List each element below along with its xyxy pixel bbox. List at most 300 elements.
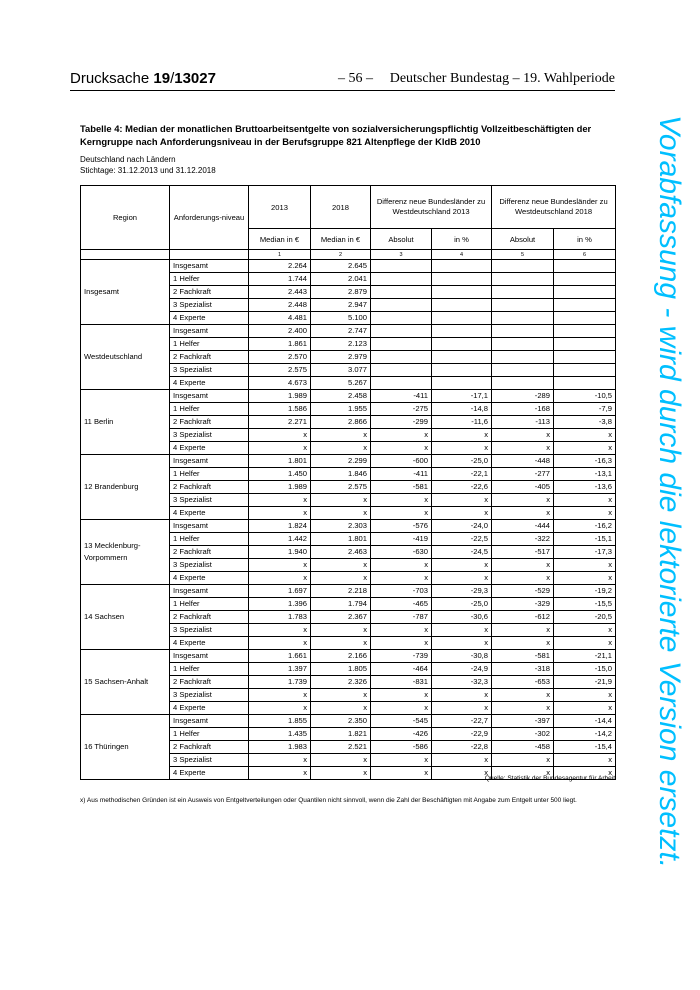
value-cell: -22,7 [432, 715, 492, 728]
value-cell: x [554, 754, 616, 767]
value-cell: x [311, 429, 371, 442]
value-cell: 1.861 [249, 338, 311, 351]
value-cell: -600 [371, 455, 432, 468]
header-diff-2013: Differenz neue Bundesländer zu Westdeutschland 2013 [371, 186, 492, 229]
value-cell: x [554, 494, 616, 507]
level-cell: Insgesamt [170, 455, 249, 468]
value-cell: 2.400 [249, 325, 311, 338]
value-cell: x [492, 494, 554, 507]
value-cell: x [432, 572, 492, 585]
column-number: 5 [492, 250, 554, 260]
value-cell: x [432, 442, 492, 455]
value-cell: 1.805 [311, 663, 371, 676]
column-number: 3 [371, 250, 432, 260]
level-cell: 2 Fachkraft [170, 741, 249, 754]
value-cell: -630 [371, 546, 432, 559]
value-cell: x [492, 559, 554, 572]
value-cell: -517 [492, 546, 554, 559]
header-number-spacer [81, 250, 170, 260]
header-number-spacer [170, 250, 249, 260]
value-cell [554, 299, 616, 312]
value-cell: x [432, 754, 492, 767]
value-cell: 2.123 [311, 338, 371, 351]
document-number-prefix: Drucksache [70, 70, 154, 87]
value-cell: -14,2 [554, 728, 616, 741]
region-cell: 11 Berlin [81, 390, 170, 455]
table-row [81, 650, 616, 663]
level-cell: 2 Fachkraft [170, 481, 249, 494]
value-cell [371, 273, 432, 286]
value-cell: x [371, 754, 432, 767]
value-cell: 2.299 [311, 455, 371, 468]
column-number: 2 [311, 250, 371, 260]
level-cell: 3 Spezialist [170, 689, 249, 702]
value-cell: x [311, 494, 371, 507]
value-cell [371, 325, 432, 338]
value-cell [554, 338, 616, 351]
value-cell: -24,0 [432, 520, 492, 533]
value-cell: -21,9 [554, 676, 616, 689]
value-cell: -17,3 [554, 546, 616, 559]
value-cell: 2.041 [311, 273, 371, 286]
value-cell: x [432, 702, 492, 715]
value-cell: 1.586 [249, 403, 311, 416]
level-cell: 4 Experte [170, 637, 249, 650]
level-cell: 2 Fachkraft [170, 676, 249, 689]
level-cell: 4 Experte [170, 442, 249, 455]
region-cell: 13 Mecklenburg-Vorpommern [81, 520, 170, 585]
value-cell: -411 [371, 468, 432, 481]
level-cell: 1 Helfer [170, 663, 249, 676]
value-cell: -15,4 [554, 741, 616, 754]
value-cell: -405 [492, 481, 554, 494]
value-cell: x [249, 559, 311, 572]
value-cell: 1.801 [249, 455, 311, 468]
value-cell: x [249, 689, 311, 702]
value-cell: x [371, 624, 432, 637]
value-cell: 2.575 [311, 481, 371, 494]
value-cell: -21,1 [554, 650, 616, 663]
level-cell: 2 Fachkraft [170, 351, 249, 364]
value-cell: 1.794 [311, 598, 371, 611]
header-region: Region [81, 186, 170, 250]
level-cell: Insgesamt [170, 325, 249, 338]
value-cell: x [554, 507, 616, 520]
value-cell [492, 286, 554, 299]
value-cell: x [249, 429, 311, 442]
header-absolute-2018: Absolut [492, 229, 554, 250]
value-cell: x [249, 572, 311, 585]
subtitle-scope: Deutschland nach Ländern [80, 155, 176, 164]
level-cell: 3 Spezialist [170, 299, 249, 312]
value-cell [554, 273, 616, 286]
value-cell [371, 260, 432, 273]
value-cell: -14,4 [554, 715, 616, 728]
value-cell: x [371, 702, 432, 715]
value-cell: x [371, 559, 432, 572]
value-cell: -113 [492, 416, 554, 429]
value-cell: 1.940 [249, 546, 311, 559]
value-cell: -739 [371, 650, 432, 663]
value-cell: 2.979 [311, 351, 371, 364]
value-cell: -465 [371, 598, 432, 611]
value-cell [432, 351, 492, 364]
value-cell: -653 [492, 676, 554, 689]
value-cell: x [371, 767, 432, 780]
parliament-label: Deutscher Bundestag – 19. Wahlperiode [389, 71, 615, 86]
value-cell: -22,5 [432, 533, 492, 546]
value-cell: 4.673 [249, 377, 311, 390]
header-median-2018: Median in € [311, 229, 371, 250]
value-cell: -13,1 [554, 468, 616, 481]
value-cell: -458 [492, 741, 554, 754]
value-cell: -19,2 [554, 585, 616, 598]
value-cell: 1.989 [249, 481, 311, 494]
value-cell [432, 299, 492, 312]
value-cell [492, 364, 554, 377]
level-cell: Insgesamt [170, 585, 249, 598]
value-cell: -22,9 [432, 728, 492, 741]
value-cell: 2.264 [249, 260, 311, 273]
value-cell: x [492, 624, 554, 637]
value-cell [432, 325, 492, 338]
value-cell: 2.367 [311, 611, 371, 624]
region-cell: 15 Sachsen-Anhalt [81, 650, 170, 715]
level-cell: 4 Experte [170, 767, 249, 780]
value-cell [432, 338, 492, 351]
value-cell: -16,3 [554, 455, 616, 468]
value-cell: -322 [492, 533, 554, 546]
level-cell: Insgesamt [170, 520, 249, 533]
level-cell: 3 Spezialist [170, 624, 249, 637]
value-cell: x [554, 442, 616, 455]
value-cell: -168 [492, 403, 554, 416]
header-percent-2013: in % [432, 229, 492, 250]
value-cell: x [492, 507, 554, 520]
level-cell: 2 Fachkraft [170, 286, 249, 299]
level-cell: 3 Spezialist [170, 364, 249, 377]
value-cell: -464 [371, 663, 432, 676]
value-cell: x [371, 572, 432, 585]
table-body [81, 260, 616, 780]
value-cell: -30,6 [432, 611, 492, 624]
value-cell: 2.521 [311, 741, 371, 754]
value-cell: 2.570 [249, 351, 311, 364]
value-cell: 1.435 [249, 728, 311, 741]
column-number: 4 [432, 250, 492, 260]
value-cell: 2.866 [311, 416, 371, 429]
table-subtitle [80, 154, 216, 176]
value-cell: x [554, 637, 616, 650]
header-percent-2018: in % [554, 229, 616, 250]
level-cell: 3 Spezialist [170, 494, 249, 507]
value-cell [371, 338, 432, 351]
value-cell: -13,6 [554, 481, 616, 494]
value-cell: x [492, 754, 554, 767]
value-cell: -318 [492, 663, 554, 676]
value-cell: 1.989 [249, 390, 311, 403]
value-cell: 1.783 [249, 611, 311, 624]
level-cell: 3 Spezialist [170, 429, 249, 442]
value-cell: 1.983 [249, 741, 311, 754]
value-cell [432, 377, 492, 390]
table-row [81, 325, 616, 338]
value-cell: 1.739 [249, 676, 311, 689]
value-cell: -576 [371, 520, 432, 533]
value-cell: -612 [492, 611, 554, 624]
value-cell [492, 351, 554, 364]
value-cell: x [432, 494, 492, 507]
value-cell: 2.947 [311, 299, 371, 312]
value-cell: -397 [492, 715, 554, 728]
value-cell: -581 [371, 481, 432, 494]
value-cell: -302 [492, 728, 554, 741]
value-cell: -30,8 [432, 650, 492, 663]
region-cell: Insgesamt [81, 260, 170, 325]
page-header [70, 68, 615, 91]
value-cell [492, 377, 554, 390]
value-cell [492, 260, 554, 273]
header-level: Anforderungs-niveau [170, 186, 249, 250]
value-cell: x [311, 637, 371, 650]
value-cell: -529 [492, 585, 554, 598]
salary-table [80, 185, 616, 780]
level-cell: 2 Fachkraft [170, 546, 249, 559]
value-cell: x [554, 624, 616, 637]
value-cell: 1.846 [311, 468, 371, 481]
table-row [81, 260, 616, 273]
value-cell: x [432, 507, 492, 520]
level-cell: 4 Experte [170, 572, 249, 585]
value-cell [432, 364, 492, 377]
value-cell: -22,8 [432, 741, 492, 754]
value-cell: x [492, 637, 554, 650]
value-cell: -22,6 [432, 481, 492, 494]
draft-watermark-text: Vorabfassung - wird durch die lektorierte Version ersetzt. [653, 115, 686, 869]
value-cell: 5.100 [311, 312, 371, 325]
value-cell: x [554, 689, 616, 702]
draft-watermark [651, 115, 687, 875]
value-cell: x [371, 442, 432, 455]
header-2013: 2013 [249, 186, 311, 229]
value-cell: x [492, 442, 554, 455]
value-cell [492, 299, 554, 312]
value-cell: 2.303 [311, 520, 371, 533]
value-cell: -32,3 [432, 676, 492, 689]
value-cell: -787 [371, 611, 432, 624]
value-cell: -20,5 [554, 611, 616, 624]
column-number: 1 [249, 250, 311, 260]
value-cell: 2.458 [311, 390, 371, 403]
value-cell: x [432, 624, 492, 637]
region-cell: 16 Thüringen [81, 715, 170, 780]
level-cell: Insgesamt [170, 260, 249, 273]
value-cell: 1.661 [249, 650, 311, 663]
value-cell [371, 377, 432, 390]
value-cell: 1.442 [249, 533, 311, 546]
value-cell [371, 299, 432, 312]
level-cell: 1 Helfer [170, 338, 249, 351]
value-cell: x [432, 637, 492, 650]
value-cell: x [554, 767, 616, 780]
value-cell: 3.077 [311, 364, 371, 377]
level-cell: 1 Helfer [170, 598, 249, 611]
value-cell: 2.448 [249, 299, 311, 312]
value-cell: x [432, 559, 492, 572]
document-number-separator: / [170, 70, 175, 87]
value-cell: -444 [492, 520, 554, 533]
table-row [81, 455, 616, 468]
value-cell: -22,1 [432, 468, 492, 481]
value-cell: 2.747 [311, 325, 371, 338]
value-cell: -15,1 [554, 533, 616, 546]
value-cell: x [311, 572, 371, 585]
value-cell: -25,0 [432, 455, 492, 468]
value-cell: x [492, 767, 554, 780]
level-cell: 4 Experte [170, 702, 249, 715]
value-cell: x [371, 494, 432, 507]
value-cell: -25,0 [432, 598, 492, 611]
value-cell: -24,9 [432, 663, 492, 676]
table-row [81, 585, 616, 598]
value-cell: x [492, 689, 554, 702]
value-cell: x [492, 429, 554, 442]
value-cell: x [432, 689, 492, 702]
header-absolute-2013: Absolut [371, 229, 432, 250]
value-cell: -17,1 [432, 390, 492, 403]
value-cell: x [249, 637, 311, 650]
value-cell: x [249, 442, 311, 455]
level-cell: 3 Spezialist [170, 559, 249, 572]
value-cell: 1.821 [311, 728, 371, 741]
value-cell [554, 325, 616, 338]
value-cell: 2.879 [311, 286, 371, 299]
document-number [70, 70, 216, 87]
value-cell: x [249, 507, 311, 520]
value-cell: -29,3 [432, 585, 492, 598]
value-cell [371, 351, 432, 364]
table-title: Tabelle 4: Median der monatlichen Bruttoarbeitsentgelte von sozialversicherungspflichtig Vollzeitbeschäftigten der Kerngruppe nach Anforderungsniveau in der Berufsgruppe 821 Altenpflege der KldB 2010 [80, 123, 592, 147]
document-number-period: 19 [153, 70, 171, 87]
value-cell [492, 338, 554, 351]
value-cell [492, 325, 554, 338]
table-row [81, 715, 616, 728]
level-cell: 1 Helfer [170, 273, 249, 286]
header-median-2013: Median in € [249, 229, 311, 250]
value-cell: x [432, 767, 492, 780]
footnote: x) Aus methodischen Gründen ist ein Ausweis von Entgeltverteilungen oder Quantilen nicht sinnvoll, wenn die Zahl der Beschäftigten mit Angabe zum Entgelt unter 500 liegt. [80, 797, 577, 804]
value-cell: -16,2 [554, 520, 616, 533]
header-2018: 2018 [311, 186, 371, 229]
level-cell: Insgesamt [170, 390, 249, 403]
value-cell: x [371, 429, 432, 442]
value-cell: -7,9 [554, 403, 616, 416]
value-cell: x [311, 689, 371, 702]
value-cell: 2.326 [311, 676, 371, 689]
value-cell: x [249, 702, 311, 715]
level-cell: 1 Helfer [170, 533, 249, 546]
level-cell: Insgesamt [170, 650, 249, 663]
value-cell: 2.271 [249, 416, 311, 429]
value-cell [371, 364, 432, 377]
subtitle-dates: Stichtage: 31.12.2013 und 31.12.2018 [80, 166, 216, 175]
region-cell: 14 Sachsen [81, 585, 170, 650]
value-cell: 1.450 [249, 468, 311, 481]
value-cell [432, 273, 492, 286]
value-cell: x [554, 429, 616, 442]
value-cell: -277 [492, 468, 554, 481]
value-cell: -14,8 [432, 403, 492, 416]
value-cell [492, 273, 554, 286]
value-cell: x [249, 767, 311, 780]
level-cell: 4 Experte [170, 507, 249, 520]
source-note: Quelle: Statistik der Bundesagentur für Arbeit [484, 775, 615, 782]
value-cell: -275 [371, 403, 432, 416]
value-cell: 1.855 [249, 715, 311, 728]
value-cell [554, 377, 616, 390]
value-cell: -289 [492, 390, 554, 403]
level-cell: 1 Helfer [170, 728, 249, 741]
table-row [81, 520, 616, 533]
value-cell [554, 351, 616, 364]
value-cell: -10,5 [554, 390, 616, 403]
header-diff-2018: Differenz neue Bundesländer zu Westdeutschland 2018 [492, 186, 616, 229]
value-cell [371, 286, 432, 299]
value-cell [554, 312, 616, 325]
value-cell: x [492, 572, 554, 585]
value-cell: 2.443 [249, 286, 311, 299]
value-cell [554, 260, 616, 273]
value-cell [432, 260, 492, 273]
value-cell [432, 286, 492, 299]
value-cell: 2.575 [249, 364, 311, 377]
level-cell: Insgesamt [170, 715, 249, 728]
table-row [81, 390, 616, 403]
region-cell: Westdeutschland [81, 325, 170, 390]
value-cell: 4.481 [249, 312, 311, 325]
value-cell: x [371, 689, 432, 702]
value-cell: x [371, 637, 432, 650]
value-cell: x [249, 754, 311, 767]
value-cell: -24,5 [432, 546, 492, 559]
value-cell: 1.697 [249, 585, 311, 598]
level-cell: 1 Helfer [170, 403, 249, 416]
value-cell: -299 [371, 416, 432, 429]
page-number: – 56 – [338, 71, 373, 86]
level-cell: 2 Fachkraft [170, 611, 249, 624]
value-cell: x [311, 559, 371, 572]
value-cell: 2.218 [311, 585, 371, 598]
value-cell: -703 [371, 585, 432, 598]
value-cell: 2.166 [311, 650, 371, 663]
column-number: 6 [554, 250, 616, 260]
value-cell: 2.350 [311, 715, 371, 728]
value-cell [371, 312, 432, 325]
value-cell: -15,5 [554, 598, 616, 611]
value-cell: 1.396 [249, 598, 311, 611]
value-cell: 1.824 [249, 520, 311, 533]
value-cell: x [311, 442, 371, 455]
value-cell: -329 [492, 598, 554, 611]
region-cell: 12 Brandenburg [81, 455, 170, 520]
level-cell: 3 Spezialist [170, 754, 249, 767]
level-cell: 1 Helfer [170, 468, 249, 481]
value-cell: -831 [371, 676, 432, 689]
value-cell: x [311, 702, 371, 715]
value-cell [492, 312, 554, 325]
value-cell: -3,8 [554, 416, 616, 429]
value-cell [554, 286, 616, 299]
